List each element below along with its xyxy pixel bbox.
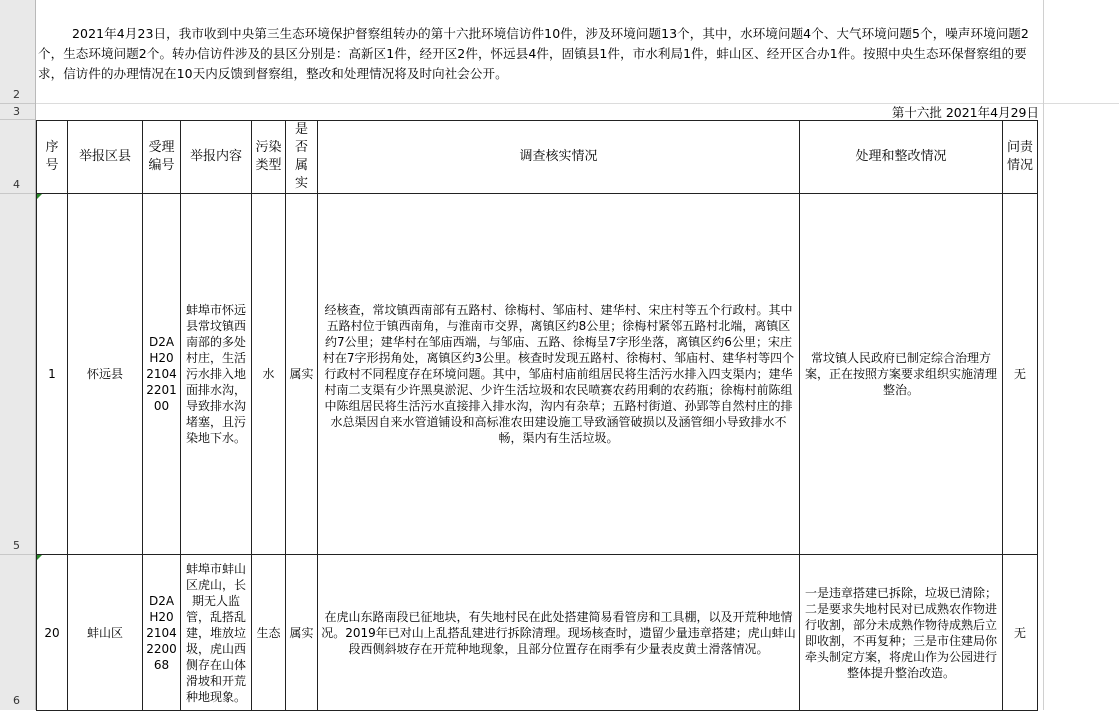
comment-indicator-icon [37,555,42,560]
complaint-table [36,120,1038,711]
header-case-no[interactable]: 受理编号 [143,121,181,194]
cell-verified[interactable]: 属实 [286,194,318,555]
cell-investigation[interactable]: 经核查，常坟镇西南部有五路村、徐梅村、邹庙村、建华村、宋庄村等五个行政村。其中五路村位于镇西南角，与淮南市交界，离镇区约8公里；徐梅村紧邻五路村北端，离镇区约7公里；建华村在邹庙西端，与邹庙、五路、徐梅呈7字形坐落，离镇区约6公里；宋庄村在7字形拐角处，离镇区约3公里。核查时发现五路村、徐梅村、邹庙村、建华村等四个行政村不同程度存在环境问题。其中，邹庙村庙前组居民将生活污水排入四支渠内；建华村南二支渠有少许黑臭淤泥、少许生活垃圾和农民喷赛农药用剩的农药瓶；徐梅村前陈组中陈组居民将生活污水直接排入排水沟，沟内有杂草；五路村街道、孙郢等自然村庄的排水总渠因自来水管道铺设和高标准农田建设施工导致涵管破损以及涵管细小导致排水不畅，渠内有生活垃圾。 [318,194,800,555]
header-pollution[interactable]: 污染类型 [252,121,286,194]
column-edge [1043,0,1044,710]
cell-accountability[interactable]: 无 [1003,555,1038,711]
cell-content[interactable]: 蚌埠市怀远县常坟镇西南部的多处村庄，生活污水排入地面排水沟，导致排水沟堵塞，且污染地下水。 [181,194,252,555]
comment-indicator-icon [37,194,42,199]
cell-seq[interactable]: 1 [37,194,68,555]
row-number[interactable]: 4 [13,178,20,191]
cell-case-no[interactable]: D2AH202104220100 [143,194,181,555]
row-number[interactable]: 5 [13,539,20,552]
cell-district[interactable]: 蚌山区 [68,555,143,711]
header-district[interactable]: 举报区县 [68,121,143,194]
row-divider [0,119,35,120]
header-handling[interactable]: 处理和整改情况 [800,121,1003,194]
header-seq[interactable]: 序号 [37,121,68,194]
cell-content[interactable]: 蚌埠市蚌山区虎山，长期无人监管，乱搭乱建，堆放垃圾，虎山西侧存在山体滑坡和开荒种地现象。 [181,555,252,711]
row-number[interactable]: 3 [13,105,20,118]
row-divider [0,193,35,194]
row-number[interactable]: 6 [13,694,20,707]
row-number[interactable]: 2 [13,88,20,101]
cell-accountability[interactable]: 无 [1003,194,1038,555]
row-divider [0,103,35,104]
cell-verified[interactable]: 属实 [286,555,318,711]
cell-seq[interactable]: 20 [37,555,68,711]
header-content[interactable]: 举报内容 [181,121,252,194]
intro-paragraph[interactable]: 2021年4月23日，我市收到中央第三生态环境保护督察组转办的第十六批环境信访件10件，涉及环境问题13个，其中，水环境问题4个、大气环境问题5个，噪声环境问题2个，生态环境问题2个。转办信访件涉及的县区分别是：高新区1件，经开区2件，怀远县4件，固镇县1件，市水利局1件，蚌山区、经开区合办1件。按照中央生态环保督察组的要求，信访件的办理情况在10天内反馈到督察组，整改和处理情况将及时向社会公开。 [38,26,1029,81]
cell-investigation[interactable]: 在虎山东路南段已征地块，有失地村民在此处搭建简易看管房和工具棚，以及开荒种地情况。2019年已对山上乱搭乱建进行拆除清理。现场核查时，遗留少量违章搭建；虎山蚌山段西侧斜坡存在开荒种地现象，且部分位置存在雨季有少量表皮黄土滑落情况。 [318,555,800,711]
row-divider [0,554,35,555]
cell-handling[interactable]: 常坟镇人民政府已制定综合治理方案，正在按照方案要求组织实施清理整治。 [800,194,1003,555]
table-row [37,194,1038,555]
cell-pollution[interactable]: 水 [252,194,286,555]
header-investigation[interactable]: 调查核实情况 [318,121,800,194]
header-row [37,121,1038,194]
cell-handling[interactable]: 一是违章搭建已拆除，垃圾已清除；二是要求失地村民对已成熟农作物进行收割，部分未成熟作物待成熟后立即收割，不再复种；三是市住建局你牵头制定方案，将虎山作为公园进行整体提升整治改造。 [800,555,1003,711]
header-verified[interactable]: 是否属实 [286,121,318,194]
cell-case-no[interactable]: D2AH202104220068 [143,555,181,711]
table-row [37,555,1038,711]
batch-date-label[interactable]: 第十六批 2021年4月29日 [891,105,1039,120]
cell-pollution[interactable]: 生态 [252,555,286,711]
cell-district[interactable]: 怀远县 [68,194,143,555]
header-accountability[interactable]: 问责情况 [1003,121,1038,194]
